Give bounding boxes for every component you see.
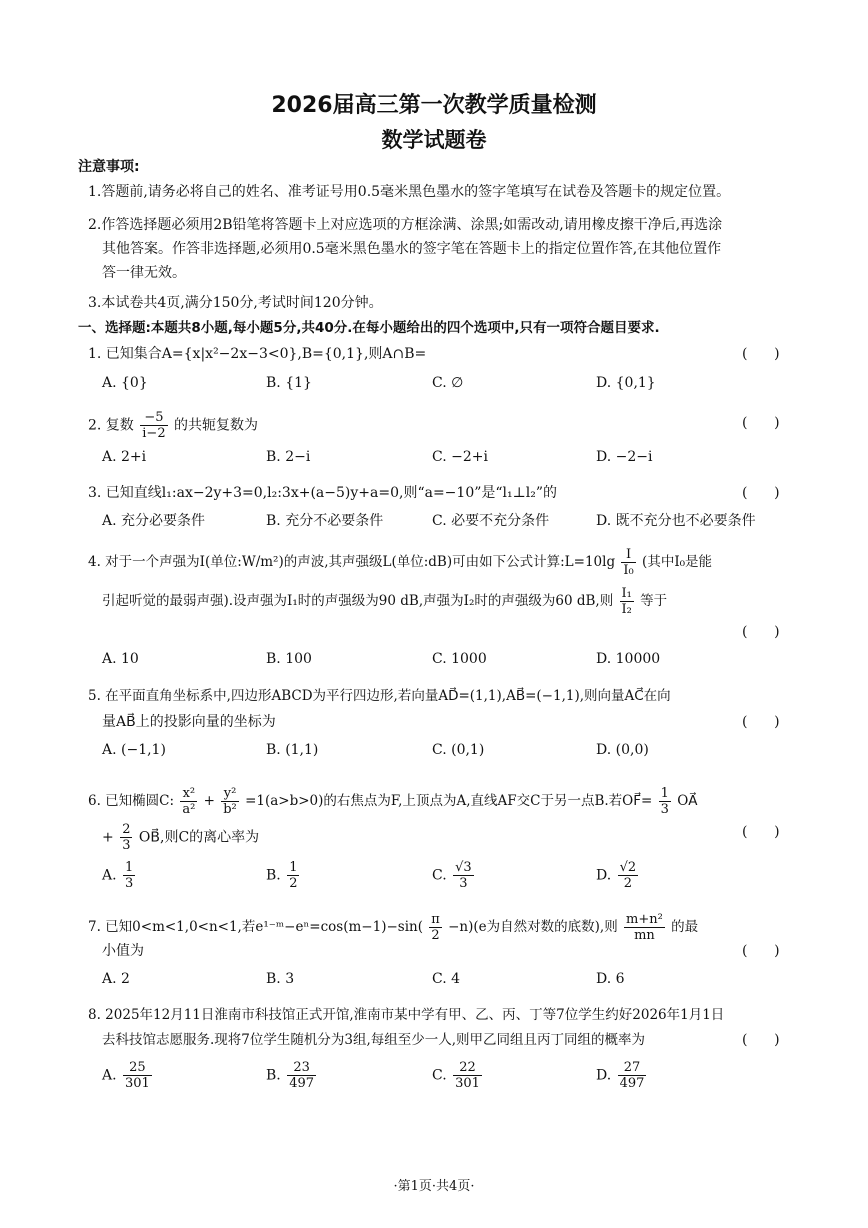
q8-option-c xyxy=(432,1060,484,1091)
note-item-3: 3.本试卷共4页,满分150分,考试时间120分钟。 xyxy=(88,295,383,311)
q4-frac2-num: I₁ xyxy=(621,586,632,601)
q5-option-a: A. (−1,1) xyxy=(102,742,166,758)
q2-answer-paren: ( ) xyxy=(742,415,780,431)
q4-option-d: D. 10000 xyxy=(596,651,661,667)
q7-frac-pi-num: π xyxy=(431,912,440,927)
q8-option-b-label: B. xyxy=(266,1067,281,1084)
q2-frac-num: −5 xyxy=(140,410,167,426)
q8-option-d-frac xyxy=(618,1060,647,1091)
q7-line-1-mid: −n)(e为自然对数的底数),则 xyxy=(448,919,618,935)
q4-fraction-1 xyxy=(621,547,635,578)
q1-option-d: D. {0,1} xyxy=(596,375,656,391)
q8-option-c-frac xyxy=(453,1060,482,1091)
q6-frac-x xyxy=(180,786,197,817)
q6-option-b-label: B. xyxy=(266,867,281,884)
q4-frac1-num: I xyxy=(621,547,635,563)
q8-option-c-label: C. xyxy=(432,1067,447,1084)
q6-line-1 xyxy=(88,786,698,817)
q5-line-2: 量AB⃗上的投影向量的坐标为 xyxy=(102,714,276,730)
q2-option-c: C. −2+i xyxy=(432,449,488,465)
q8-option-b-num: 23 xyxy=(287,1060,316,1076)
q6-frac-y-num: y² xyxy=(221,786,239,802)
q6-frac-third-num: 1 xyxy=(660,786,669,801)
q7-frac-target-num: m+n² xyxy=(626,912,663,927)
notes-heading: 注意事项: xyxy=(78,159,140,175)
q5-line-1: 5. 在平面直角坐标系中,四边形ABCD为平行四边形,若向量AD⃗=(1,1),AB⃗=(−1,1),则向量AC⃗在向 xyxy=(88,688,671,704)
q7-option-d: D. 6 xyxy=(596,971,625,987)
q6-option-b-num: 1 xyxy=(289,860,298,875)
q4-line-1-post: (其中I₀是能 xyxy=(642,554,713,570)
q4-fraction-2 xyxy=(620,586,634,617)
q6-option-c-den: 3 xyxy=(459,876,468,891)
q2-stem xyxy=(88,410,258,441)
q2-option-d: D. −2−i xyxy=(596,449,653,465)
q3-option-d: D. 既不充分也不必要条件 xyxy=(596,513,756,529)
q8-option-a-frac xyxy=(123,1060,152,1091)
q6-frac-y xyxy=(221,786,239,817)
q7-frac-target xyxy=(624,912,665,943)
q5-option-b: B. (1,1) xyxy=(266,742,319,758)
q3-option-b: B. 充分不必要条件 xyxy=(266,513,384,529)
q6-option-a-den: 3 xyxy=(125,876,134,891)
q6-option-a-label: A. xyxy=(102,867,117,884)
q6-option-a xyxy=(102,860,137,891)
q8-option-b-frac xyxy=(287,1060,316,1091)
q7-answer-paren: ( ) xyxy=(742,943,780,959)
q4-answer-paren: ( ) xyxy=(742,624,780,640)
q7-option-c: C. 4 xyxy=(432,971,461,987)
q6-frac-two-thirds xyxy=(120,822,132,853)
q6-option-b-frac xyxy=(287,860,299,891)
q6-option-c-label: C. xyxy=(432,867,447,884)
q8-option-a-num: 25 xyxy=(123,1060,152,1076)
q7-option-a: A. 2 xyxy=(102,971,130,987)
q8-option-c-num: 22 xyxy=(453,1060,482,1076)
q1-option-c: C. ∅ xyxy=(432,375,464,391)
q3-option-a: A. 充分必要条件 xyxy=(102,513,206,529)
q7-line-1-post: 的最 xyxy=(671,919,699,935)
q8-option-d-den: 497 xyxy=(619,1076,645,1091)
q6-line-2 xyxy=(102,822,259,853)
q6-option-d-num: √2 xyxy=(619,860,637,875)
q2-fraction xyxy=(140,410,167,441)
q8-option-c-den: 301 xyxy=(455,1076,480,1091)
q6-frac-x-den: a² xyxy=(182,802,196,817)
page-footer: ·第1页·共4页· xyxy=(393,1179,475,1194)
q1-stem: 1. 已知集合A={x|x²−2x−3<0},B={0,1},则A∩B= xyxy=(88,346,427,362)
note-item-2-line-2: 其他答案。作答非选择题,必须用0.5毫米黑色墨水的签字笔在答题卡上的指定位置作答,在其他位置作 xyxy=(102,241,722,257)
q6-line-2-post: OB⃗,则C的离心率为 xyxy=(138,829,260,846)
q6-line-1-pre: 6. 已知椭圆C: xyxy=(88,793,175,809)
q8-option-b-den: 497 xyxy=(289,1076,315,1091)
q8-option-b xyxy=(266,1060,318,1091)
q1-answer-paren: ( ) xyxy=(742,346,780,362)
q6-option-d xyxy=(596,860,640,891)
q6-plus: + xyxy=(203,793,215,809)
q6-option-c-num: √3 xyxy=(455,860,472,875)
q8-line-2: 去科技馆志愿服务.现将7位学生随机分为3组,每组至少一人,则甲乙同组且丙丁同组的概率为 xyxy=(102,1032,646,1048)
q8-option-d xyxy=(596,1060,648,1091)
q8-line-1: 8. 2025年12月11日淮南市科技馆正式开馆,淮南市某中学有甲、乙、丙、丁等7位学生约好2026年1月1日 xyxy=(88,1007,725,1023)
q6-option-b-den: 2 xyxy=(289,876,298,891)
q2-option-a: A. 2+i xyxy=(102,449,147,465)
q1-option-a: A. {0} xyxy=(102,375,148,391)
q5-option-d: D. (0,0) xyxy=(596,742,649,758)
q6-option-d-frac xyxy=(618,860,639,891)
q8-option-d-label: D. xyxy=(596,1067,612,1084)
q6-option-d-label: D. xyxy=(596,867,612,884)
q4-option-a: A. 10 xyxy=(102,651,139,667)
q6-option-d-den: 2 xyxy=(623,876,633,891)
q6-line-1-mid: =1(a>b>0)的右焦点为F,上顶点为A,直线AF交C于另一点B.若OF⃗= xyxy=(245,793,653,809)
q6-option-c-frac xyxy=(453,860,474,891)
q2-stem-pre: 2. 复数 xyxy=(88,417,134,434)
q4-line-2-pre: 引起听觉的最弱声强).设声强为I₁时的声强级为90 dB,声强为I₂时的声强级为60 dB,则 xyxy=(102,593,614,609)
q5-answer-paren: ( ) xyxy=(742,714,780,730)
q7-frac-pi-den: 2 xyxy=(431,928,440,943)
q6-frac-third-den: 3 xyxy=(660,802,669,817)
q3-option-c: C. 必要不充分条件 xyxy=(432,513,550,529)
q8-option-a-den: 301 xyxy=(125,1076,150,1091)
q4-frac1-den: I₀ xyxy=(623,563,634,578)
q7-line-2: 小值为 xyxy=(102,943,144,959)
q6-option-b xyxy=(266,860,301,891)
q7-frac-pi xyxy=(429,912,442,943)
q4-option-b: B. 100 xyxy=(266,651,312,667)
q3-answer-paren: ( ) xyxy=(742,485,780,501)
q6-frac-y-den: b² xyxy=(223,802,237,817)
q8-answer-paren: ( ) xyxy=(742,1032,780,1048)
q4-line-1-pre: 4. 对于一个声强为I(单位:W/m²)的声波,其声强级L(单位:dB)可由如下公式计算:L=10lg xyxy=(88,554,616,570)
q6-option-a-frac xyxy=(123,860,135,891)
q1-option-b: B. {1} xyxy=(266,375,312,391)
q7-option-b: B. 3 xyxy=(266,971,295,987)
q6-answer-paren: ( ) xyxy=(742,824,780,840)
q6-frac-two-thirds-den: 3 xyxy=(122,838,131,853)
q2-frac-den: i−2 xyxy=(142,426,166,441)
q8-option-a-label: A. xyxy=(102,1067,117,1084)
note-item-2-line-3: 答一律无效。 xyxy=(102,265,186,281)
q8-option-a xyxy=(102,1060,154,1091)
q3-stem: 3. 已知直线l₁:ax−2y+3=0,l₂:3x+(a−5)y+a=0,则“a=−10”是“l₁⊥l₂”的 xyxy=(88,485,558,501)
exam-title: 2026届高三第一次教学质量检测 xyxy=(271,93,597,118)
q4-option-c: C. 1000 xyxy=(432,651,487,667)
q4-line-1 xyxy=(88,547,712,578)
q6-option-a-num: 1 xyxy=(125,860,134,875)
q4-line-2-post: 等于 xyxy=(640,593,668,609)
q6-frac-x-num: x² xyxy=(180,786,197,802)
q7-line-1-pre: 7. 已知0<m<1,0<n<1,若e¹⁻ᵐ−eⁿ=cos(m−1)−sin( xyxy=(88,919,423,935)
q6-line-2-pre: + xyxy=(102,829,114,846)
section-heading: 一、选择题:本题共8小题,每小题5分,共40分.在每小题给出的四个选项中,只有一项符合题目要求. xyxy=(78,320,660,336)
q7-line-1 xyxy=(88,912,698,943)
q4-frac2-den: I₂ xyxy=(621,602,632,617)
q6-frac-two-thirds-num: 2 xyxy=(122,822,131,837)
q7-frac-target-den: mn xyxy=(634,928,655,943)
note-item-1: 1.答题前,请务必将自己的姓名、准考证号用0.5毫米黑色墨水的签字笔填写在试卷及答题卡的规定位置。 xyxy=(88,184,731,200)
q2-option-b: B. 2−i xyxy=(266,449,311,465)
q6-line-1-post: OA⃗ xyxy=(677,793,698,809)
q6-option-c xyxy=(432,860,476,891)
q8-option-d-num: 27 xyxy=(618,1060,647,1076)
q5-option-c: C. (0,1) xyxy=(432,742,485,758)
q4-line-2 xyxy=(102,586,667,617)
q2-stem-post: 的共轭复数为 xyxy=(174,417,259,434)
exam-subtitle: 数学试题卷 xyxy=(381,128,487,152)
note-item-2-line-1: 2.作答选择题必须用2B铅笔将答题卡上对应选项的方框涂满、涂黑;如需改动,请用橡皮擦干净后,再选涂 xyxy=(88,217,723,233)
q6-frac-third xyxy=(659,786,671,817)
